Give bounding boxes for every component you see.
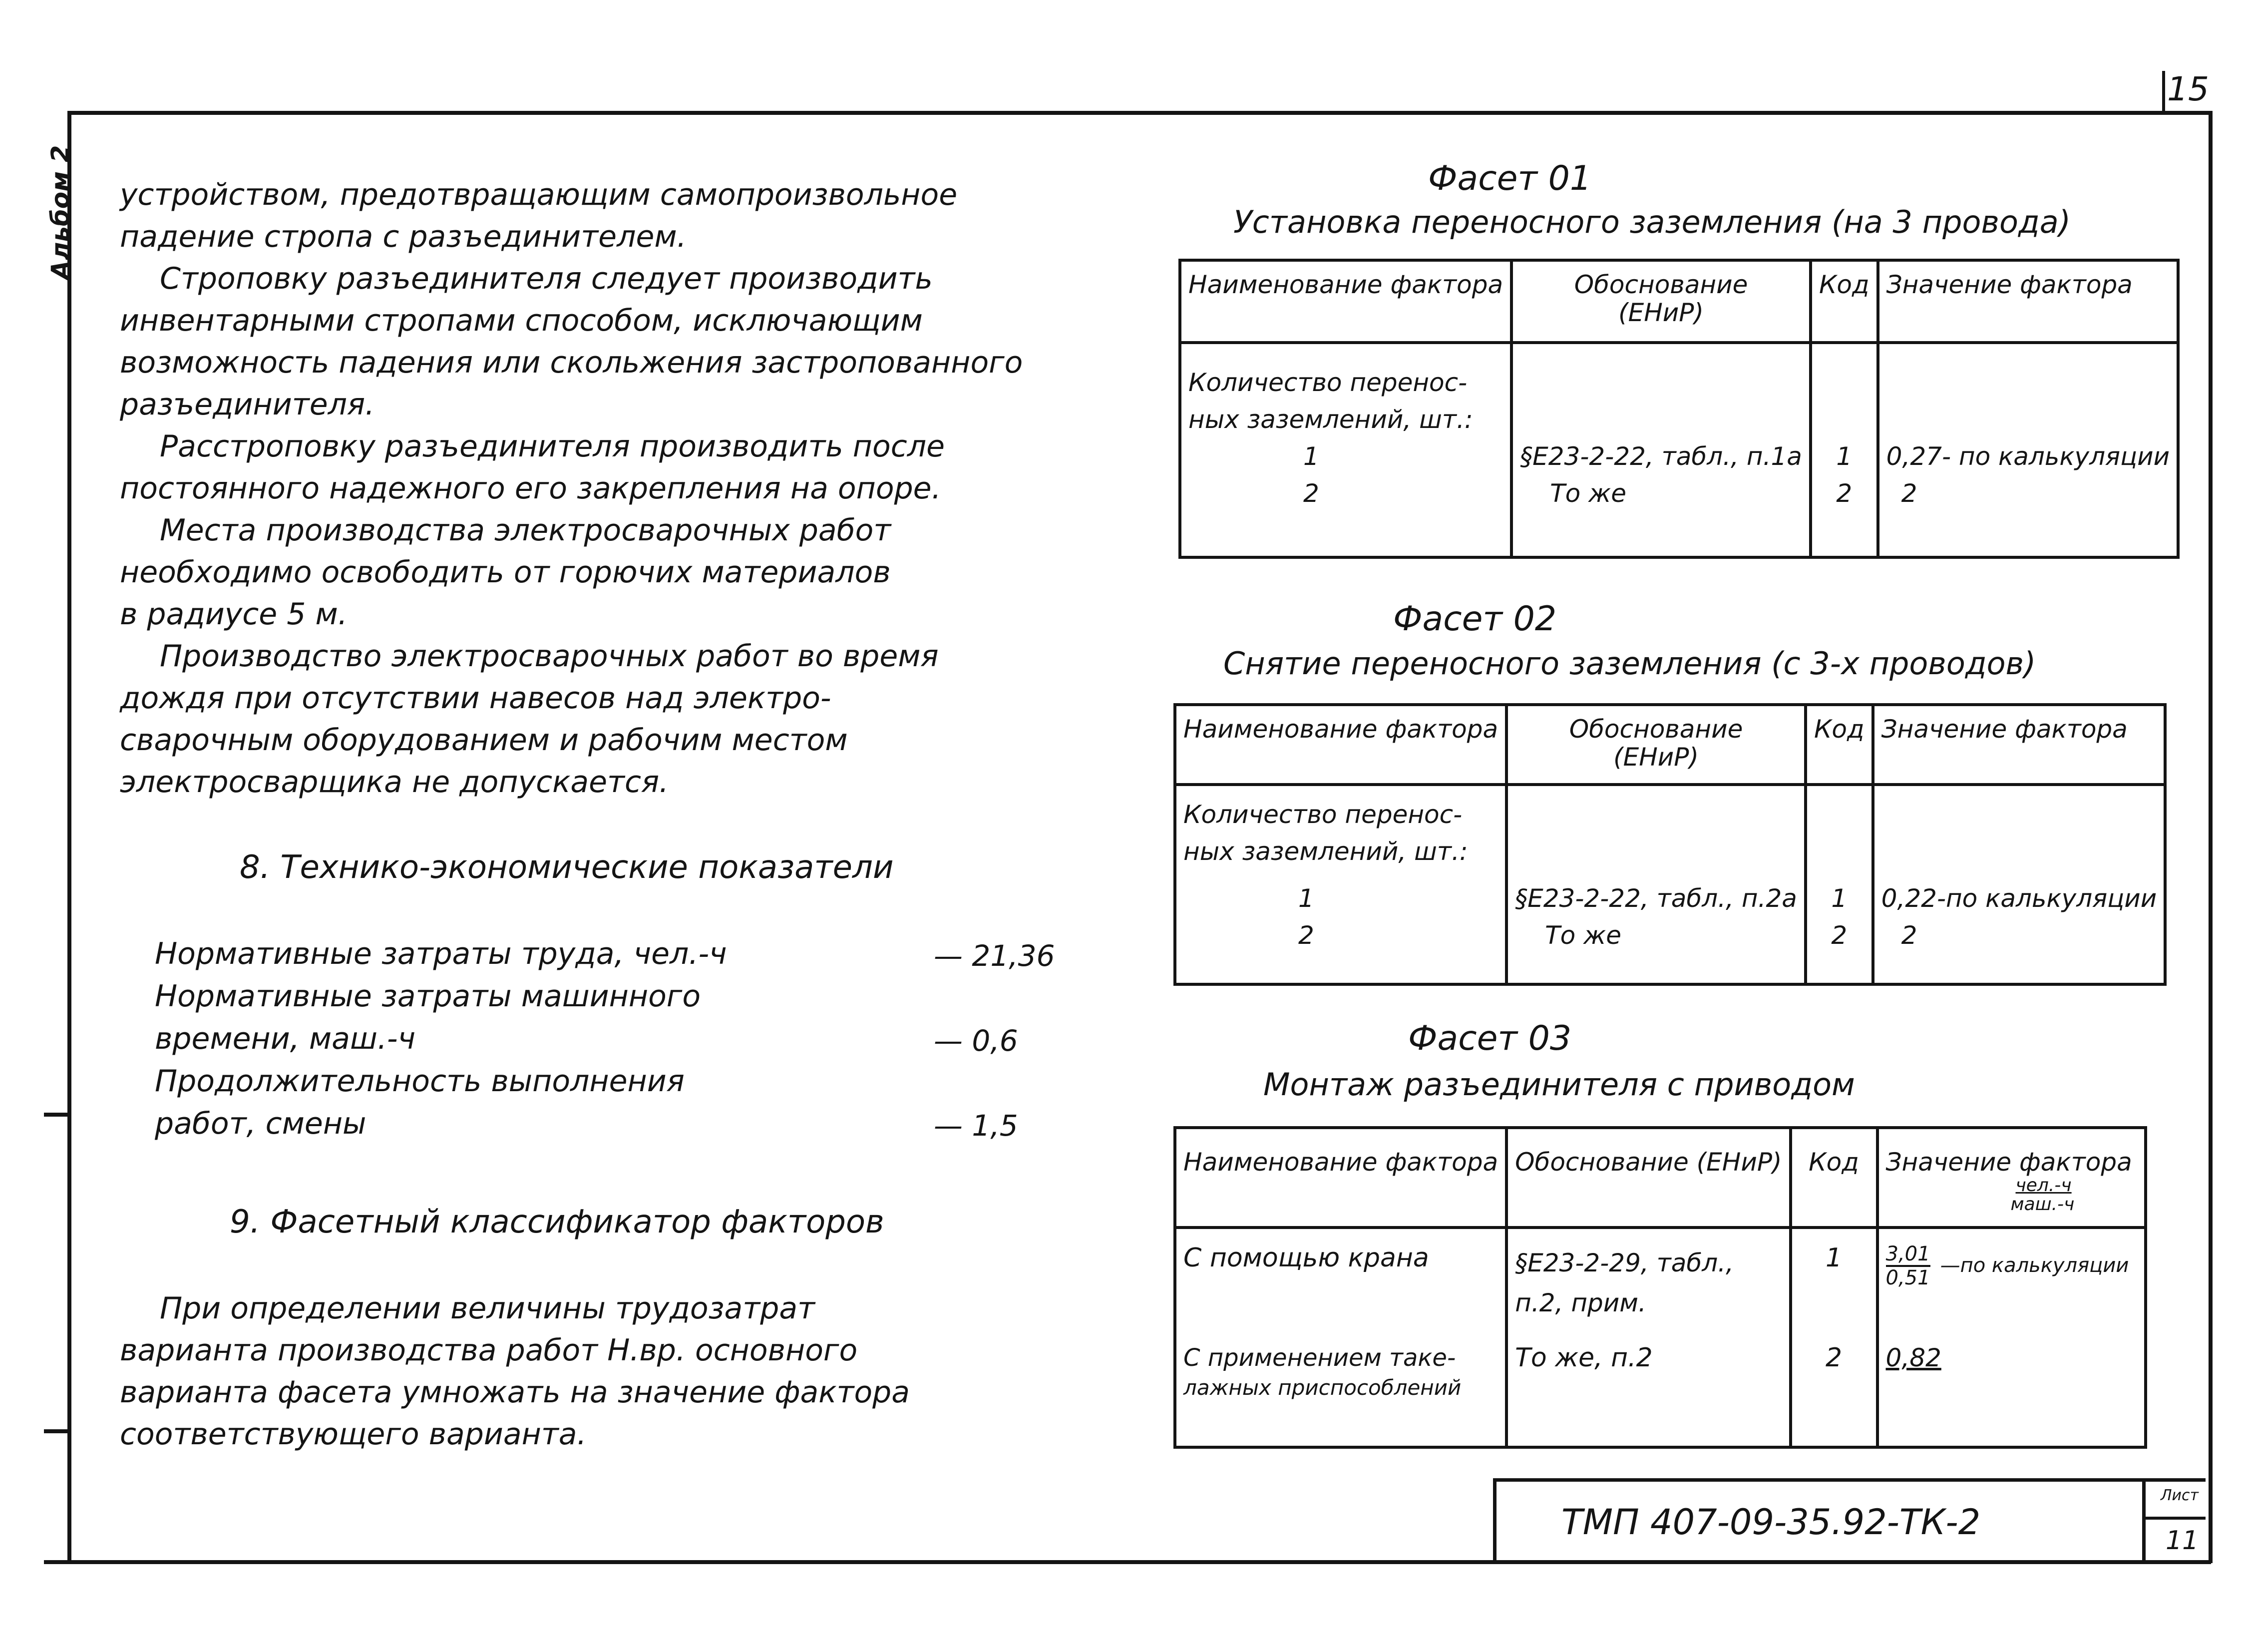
sheet-number: 11 [2166, 1526, 2199, 1556]
header-basis: Обоснование [1569, 715, 1743, 744]
value-note: —по калькуляции [1940, 1254, 2129, 1277]
margin-tick [44, 1429, 71, 1433]
code-cell: 1 [1825, 1243, 1843, 1273]
facet-03-subtitle: Монтаж разъединителя с приводом [1263, 1066, 1855, 1103]
sheet-label: Лист [2161, 1487, 2199, 1504]
text-line: Места производства электросварочных работ [160, 513, 891, 548]
factor-line: лажных приспособлений [1183, 1375, 1462, 1400]
header-value: Значение фактора [1881, 715, 2128, 744]
factor-line: Количество перенос- [1183, 800, 1463, 829]
value-cell: 0,82 [1885, 1343, 1941, 1372]
text-line: постоянного надежного его закрепления на опоре. [120, 471, 941, 506]
facet-03-title: Фасет 03 [1408, 1019, 1572, 1058]
text-line: разъединителя. [120, 387, 375, 422]
value-cell: 0,22-по калькуляции [1881, 884, 2157, 913]
text-line: При определении величины трудозатрат [160, 1291, 815, 1326]
text-line: варианта фасета умножать на значение фактора [120, 1375, 910, 1410]
facet-01-table [1178, 259, 2180, 559]
sheet-box [2142, 1482, 2206, 1563]
header-factor: Наименование фактора [1183, 715, 1498, 744]
section-9-title: 9. Фасетный классификатор факторов [230, 1204, 884, 1240]
factor-row-1 [1183, 1243, 1498, 1343]
indicator-line: Продолжительность выполнения [155, 1064, 685, 1099]
text-line: дождя при отсутствии навесов над электро- [120, 681, 831, 716]
basis-line: §Е23-2-22, табл., п.2а [1515, 884, 1797, 913]
page-number: 15 [2167, 70, 2209, 108]
text-line: Строповку разъединителя следует производить [160, 261, 933, 296]
basis-line: То же [1545, 921, 1621, 950]
code-cell: 2 [1836, 479, 1853, 508]
factor-line: 1 [1303, 442, 1319, 471]
factor-line: ных заземлений, шт.: [1188, 405, 1473, 434]
indicator-value: — 0,6 [934, 1024, 1018, 1058]
header-unit-top: чел.-ч [2015, 1175, 2072, 1196]
facet-03-table [1173, 1126, 2147, 1449]
value-cell: 2 [1901, 479, 1917, 508]
text-line: соответствующего варианта. [120, 1417, 587, 1452]
facet-01-title: Фасет 01 [1428, 159, 1592, 198]
value-cell: 2 [1901, 921, 1917, 950]
factor-line: 2 [1298, 921, 1314, 950]
factor-line: ных заземлений, шт.: [1183, 837, 1468, 866]
facet-01-subtitle: Установка переносного заземления (на 3 провода) [1233, 204, 2071, 240]
value-cell: 0,27- по калькуляции [1886, 442, 2170, 471]
text-line: в радиусе 5 м. [120, 597, 348, 632]
header-value: Значение фактора [1885, 1148, 2132, 1177]
value-denominator: 0,51 [1885, 1266, 1930, 1289]
indicator-line: Нормативные затраты труда, чел.-ч [155, 936, 727, 971]
header-code: Код [1814, 715, 1865, 744]
facet-02-title: Фасет 02 [1393, 599, 1557, 639]
text-line: электросварщика не допускается. [120, 765, 669, 800]
text-line: устройством, предотвращающим самопроизвольное [120, 177, 958, 212]
code-cell: 2 [1825, 1343, 1843, 1373]
header-factor: Наименование фактора [1188, 270, 1503, 299]
code-cell: 1 [1831, 884, 1848, 913]
text-line: возможность падения или скольжения застропованного [120, 345, 1023, 380]
document-code: ТМП 407-09-35.92-ТК-2 [1561, 1502, 1981, 1543]
header-basis: Обоснование [1574, 270, 1748, 299]
indicator-line: Нормативные затраты машинного [155, 979, 701, 1014]
text-line: инвентарными стропами способом, исключающим [120, 303, 923, 338]
indicator-value: — 1,5 [934, 1109, 1018, 1143]
code-cell: 1 [1836, 442, 1853, 471]
basis-line: То же, п.2 [1515, 1343, 1653, 1373]
text-line: сварочным оборудованием и рабочим местом [120, 723, 848, 758]
section-8-title: 8. Технико-экономические показатели [240, 849, 894, 886]
text-line: необходимо освободить от горючих материалов [120, 555, 891, 590]
indicator-value: — 21,36 [934, 939, 1055, 973]
value-row-1 [1886, 1243, 2138, 1343]
text-line: Расстроповку разъединителя производить после [160, 429, 945, 464]
factor-line: С помощью крана [1183, 1243, 1429, 1273]
basis-row-1 [1515, 1243, 1782, 1343]
facet-02-subtitle: Снятие переносного заземления (с 3-х проводов) [1223, 645, 2036, 682]
margin-tick [44, 1113, 71, 1117]
basis-line: То же [1550, 479, 1626, 508]
text-line: Производство электросварочных работ во время [160, 639, 939, 674]
album-label: Альбом 2 [46, 145, 75, 280]
basis-line: §Е23-2-29, табл., [1515, 1248, 1734, 1277]
value-numerator: 3,01 [1886, 1243, 1930, 1267]
facet-02-table [1173, 703, 2167, 986]
factor-line: 1 [1298, 884, 1314, 913]
header-factor: Наименование фактора [1183, 1148, 1498, 1177]
header-code: Код [1819, 270, 1869, 299]
code-cell: 2 [1831, 921, 1848, 950]
indicator-line: времени, маш.-ч [155, 1021, 416, 1056]
text-line: варианта производства работ Н.вр. основного [120, 1333, 858, 1368]
factor-line: Количество перенос- [1188, 368, 1468, 397]
indicator-line: работ, смены [155, 1106, 367, 1141]
page-number-divider [2162, 71, 2165, 111]
text-line: падение стропа с разъединителем. [120, 219, 687, 254]
header-unit-bottom: маш.-ч [2010, 1194, 2075, 1215]
basis-row-2 [1515, 1343, 1782, 1373]
basis-line: п.2, прим. [1515, 1288, 1646, 1317]
header-basis: Обоснование (ЕНиР) [1515, 1148, 1782, 1177]
header-code: Код [1809, 1148, 1859, 1177]
factor-row-2 [1183, 1343, 1498, 1403]
factor-line: 2 [1303, 479, 1319, 508]
header-basis-ref: (ЕНиР) [1618, 298, 1704, 327]
basis-line: §Е23-2-22, табл., п.1а [1520, 442, 1802, 471]
header-value: Значение фактора [1886, 270, 2133, 299]
title-block [1493, 1478, 2206, 1563]
header-basis-ref: (ЕНиР) [1613, 743, 1699, 772]
factor-line: С применением таке- [1183, 1344, 1456, 1372]
